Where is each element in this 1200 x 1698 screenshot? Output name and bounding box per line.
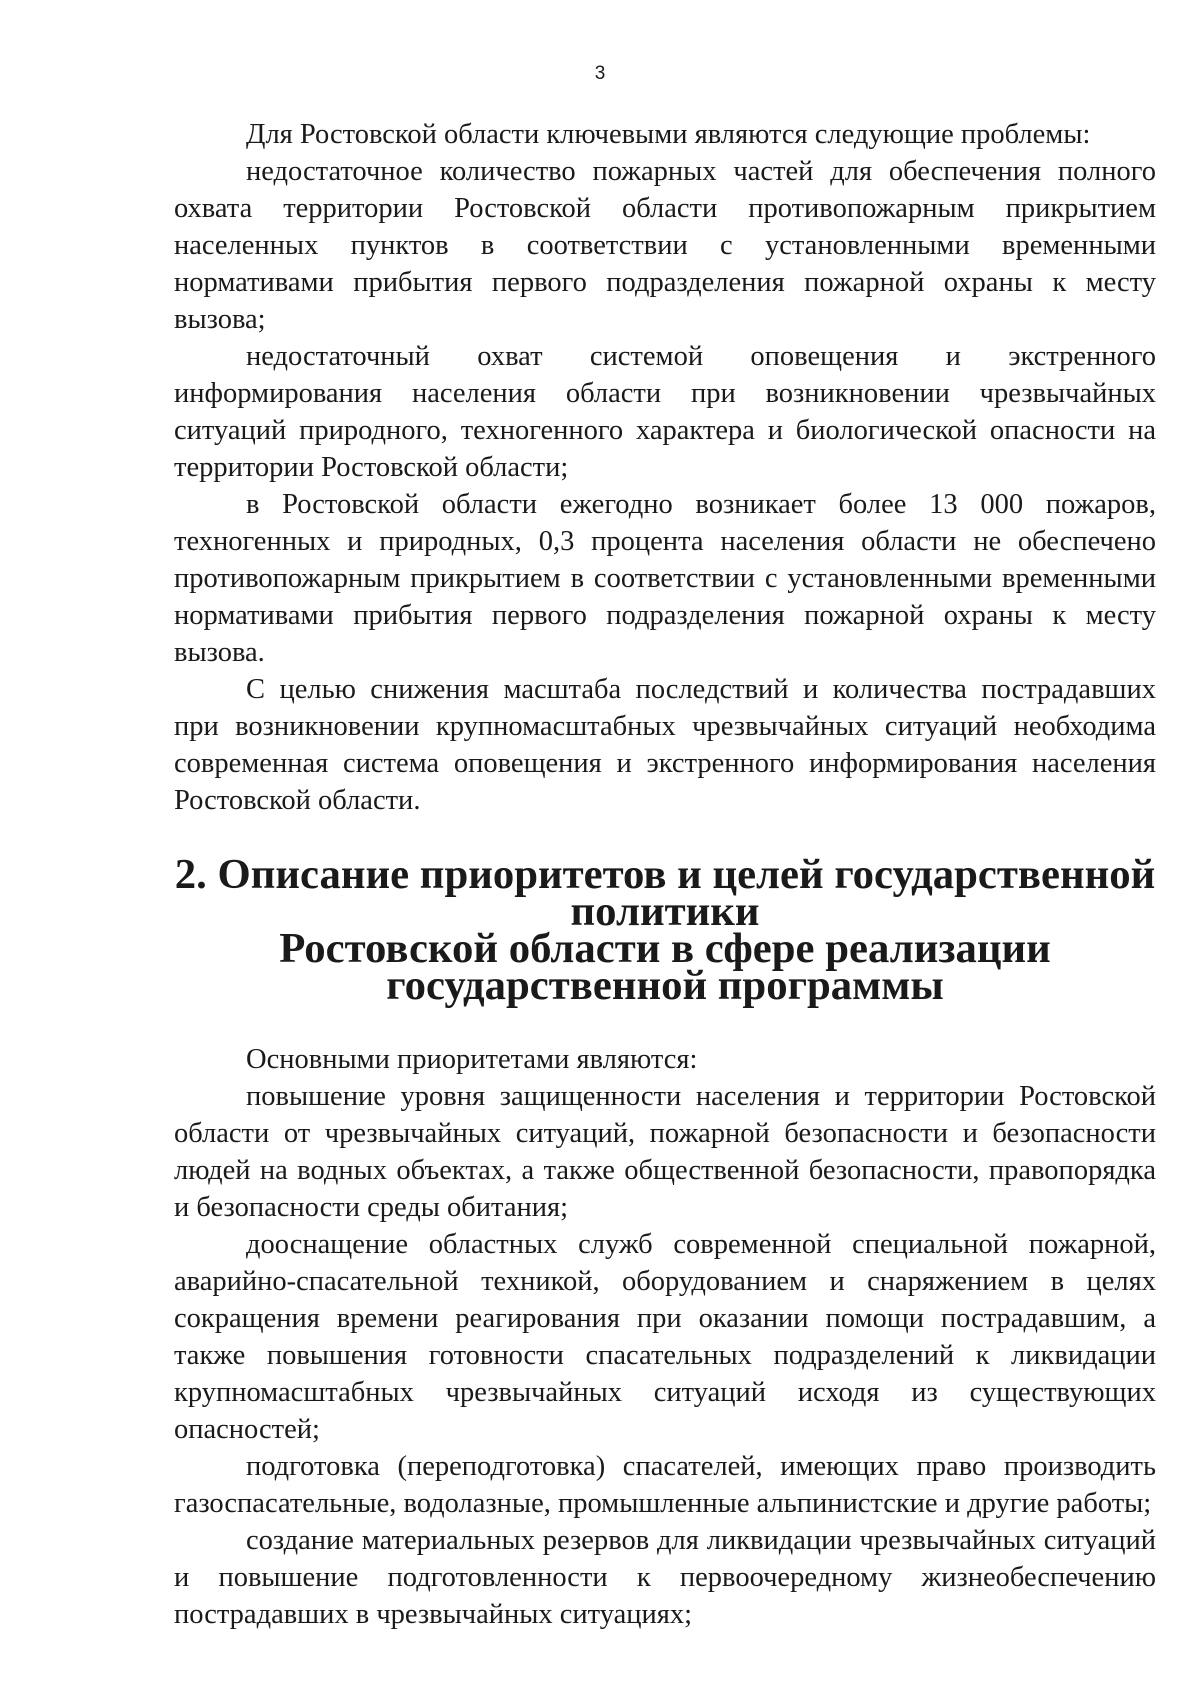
paragraph-priority-training: подготовка (переподготовка) спасателей, имеющих право производить газоспасательные, водолазные, промышленные альпинистские и другие работы; [174, 1451, 1156, 1519]
page-number: 3 [594, 63, 606, 84]
paragraph-priority-equipment: дооснащение областных служб современной специальной пожарной, аварийно-спасательной техникой, оборудованием и снаряжением в целях сокращения времени реагирования при оказании помощи пострадавшим, а также повышения готовности спасательных подразделений к ликвидации крупномасштабных чрезвычайных ситуаций исходя из существующих опасностей; [174, 1229, 1156, 1445]
paragraph-intro-priorities: Основными приоритетами являются: [246, 1044, 698, 1075]
paragraph-problem-warning-system: недостаточный охват системой оповещения и экстренного информирования населения области при возникновении чрезвычайных ситуаций природного, техногенного характера и биологической опасности на территории Ростовской области; [174, 341, 1156, 483]
paragraph-problem-fire-statistics: в Ростовской области ежегодно возникает более 13 000 пожаров, техногенных и природных, 0,3 процента населения области не обеспечено противопожарным прикрытием в соответствии с установленными временными нормативами прибытия первого подразделения пожарной охраны к месту вызова. [174, 489, 1156, 668]
document-body [174, 116, 1156, 1633]
paragraph-goal-warning-system: С целью снижения масштаба последствий и количества пострадавших при возникновении крупномасштабных чрезвычайных ситуаций необходима современная система оповещения и экстренного информирования населения Ростовской области. [174, 674, 1156, 816]
section-heading-line-2: Ростовской области в сфере реализации государственной программы [279, 925, 1051, 1009]
paragraph-problem-fire-stations: недостаточное количество пожарных частей для обеспечения полного охвата территории Ростовской области противопожарным прикрытием населенных пунктов в соответствии с установленными временными нормативами прибытия первого подразделения пожарной охраны к месту вызова; [174, 156, 1156, 335]
section-heading-line-1: 2. Описание приоритетов и целей государственной политики [174, 851, 1156, 935]
paragraph-intro-problems: Для Ростовской области ключевыми являются следующие проблемы: [246, 119, 1091, 150]
section-spacer [174, 1004, 1156, 1041]
paragraph-priority-reserves: создание материальных резервов для ликвидации чрезвычайных ситуаций и повышение подготовленности к первоочередному жизнеобеспечению пострадавших в чрезвычайных ситуациях; [174, 1525, 1156, 1630]
paragraph-priority-protection: повышение уровня защищенности населения и территории Ростовской области от чрезвычайных ситуаций, пожарной безопасности и безопасности людей на водных объектах, а также общественной безопасности, правопорядка и безопасности среды обитания; [174, 1081, 1156, 1223]
section-heading [174, 851, 1156, 1009]
